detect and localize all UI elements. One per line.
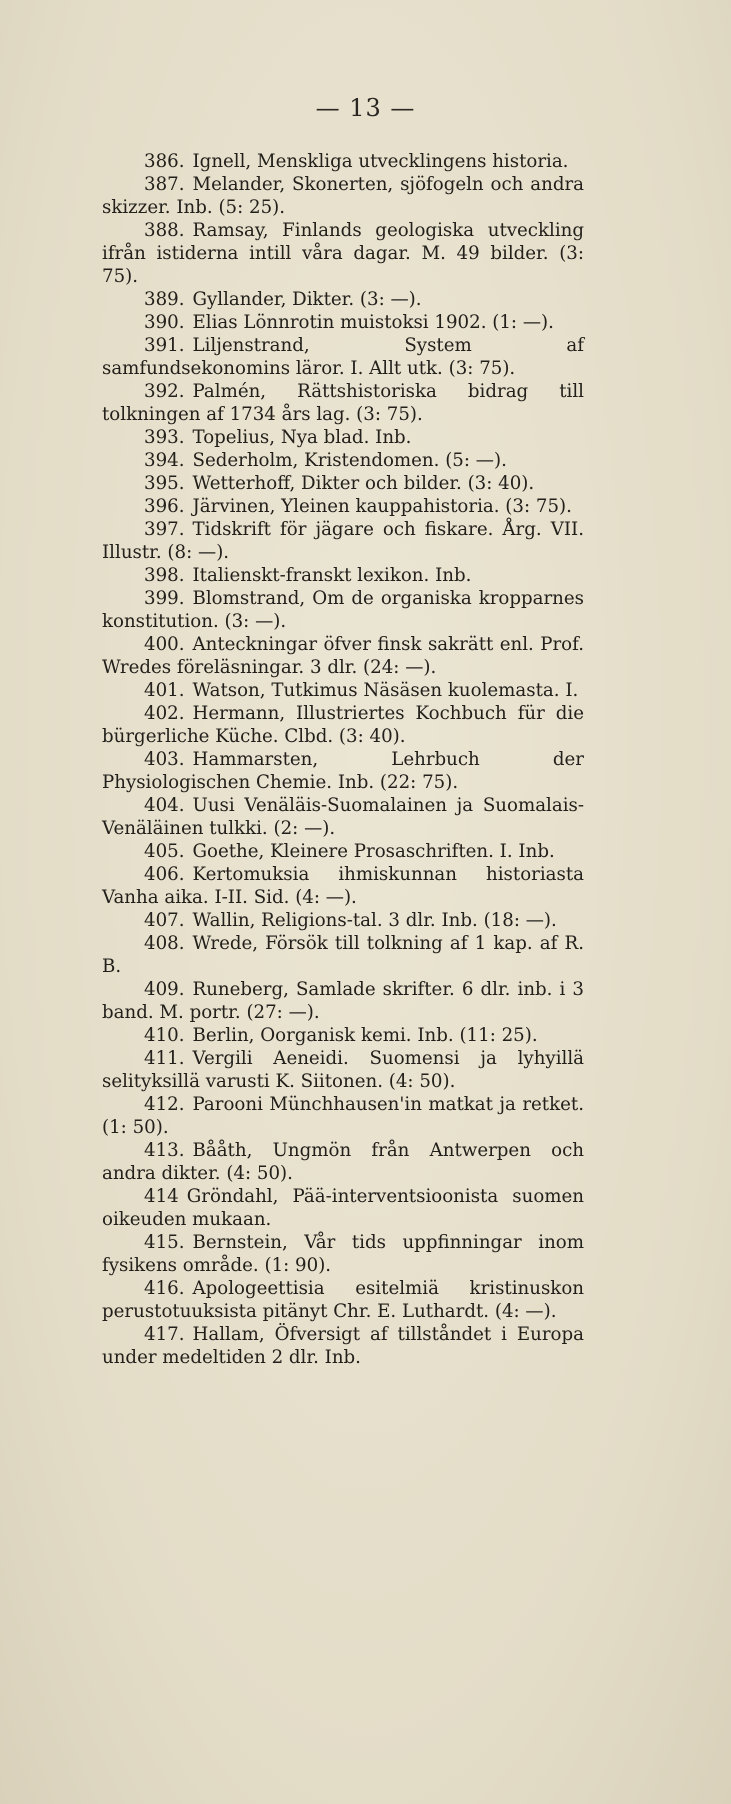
entry-text: Elias Lönnrotin muistoksi 1902. (1: —). — [192, 312, 554, 333]
entry-text: Parooni Münchhausen'in matkat ja retket. (1: 50). — [102, 1094, 584, 1138]
catalog-entry — [102, 702, 584, 748]
entry-text: Bernstein, Vår tids uppfinningar inom fysikens område. (1: 90). — [102, 1232, 584, 1276]
catalog-entry — [102, 518, 584, 564]
entry-text: Palmén, Rättshistoriska bidrag till tolkningen af 1734 års lag. (3: 75). — [102, 381, 584, 425]
entry-text: Wrede, Försök till tolkning af 1 kap. af R. B. — [102, 933, 584, 977]
catalog-entry — [102, 679, 584, 702]
entry-text: Gröndahl, Pää-interventsioonista suomen oikeuden mukaan. — [102, 1186, 584, 1230]
catalog-entry — [102, 863, 584, 909]
catalog-entry — [102, 1047, 584, 1093]
catalog-entry — [102, 587, 584, 633]
catalog-entry — [102, 288, 584, 311]
entry-number: 395. — [144, 473, 185, 494]
entry-number: 393. — [144, 427, 185, 448]
entry-number: 390. — [144, 312, 185, 333]
catalog-entry — [102, 1323, 584, 1369]
entry-text: Kertomuksia ihmiskunnan historiasta Vanha aika. I-II. Sid. (4: —). — [102, 864, 584, 908]
entry-number: 417. — [144, 1324, 185, 1345]
entry-number: 405. — [144, 841, 185, 862]
entry-text: Järvinen, Yleinen kauppahistoria. (3: 75). — [192, 496, 572, 517]
entry-text: Runeberg, Samlade skrifter. 6 dlr. inb. i 3 band. M. portr. (27: —). — [102, 979, 584, 1023]
entry-number: 403. — [144, 749, 185, 770]
entry-text: Italienskt-franskt lexikon. Inb. — [192, 565, 472, 586]
entry-text: Anteckningar öfver finsk sakrätt enl. Prof. Wredes föreläsningar. 3 dlr. (24: —). — [102, 634, 584, 678]
entry-number: 389. — [144, 289, 185, 310]
entry-text: Bååth, Ungmön från Antwerpen och andra dikter. (4: 50). — [102, 1140, 584, 1184]
entry-text: Hallam, Öfversigt af tillståndet i Europa under medeltiden 2 dlr. Inb. — [102, 1324, 584, 1368]
entry-text: Gyllander, Dikter. (3: —). — [192, 289, 422, 310]
catalog-entries — [102, 150, 584, 1369]
entry-number: 407. — [144, 910, 185, 931]
entry-text: Watson, Tutkimus Näsäsen kuolemasta. I. — [192, 680, 579, 701]
catalog-entry — [102, 472, 584, 495]
catalog-entry — [102, 1231, 584, 1277]
entry-number: 416. — [144, 1278, 185, 1299]
catalog-entry — [102, 426, 584, 449]
entry-text: Sederholm, Kristendomen. (5: —). — [192, 450, 507, 471]
catalog-entry — [102, 978, 584, 1024]
entry-number: 399. — [144, 588, 185, 609]
catalog-entry — [102, 564, 584, 587]
entry-number: 392. — [144, 381, 185, 402]
entry-text: Uusi Venäläis-Suomalainen ja Suomalais-Venäläinen tulkki. (2: —). — [102, 795, 584, 839]
catalog-entry — [102, 219, 584, 288]
entry-text: Wetterhoff, Dikter och bilder. (3: 40). — [192, 473, 535, 494]
entry-text: Berlin, Oorganisk kemi. Inb. (11: 25). — [192, 1025, 538, 1046]
entry-text: Goethe, Kleinere Prosaschriften. I. Inb. — [192, 841, 555, 862]
catalog-entry — [102, 909, 584, 932]
entry-text: Hermann, Illustriertes Kochbuch für die bürgerliche Küche. Clbd. (3: 40). — [102, 703, 584, 747]
entry-number: 394. — [144, 450, 185, 471]
catalog-entry — [102, 1185, 584, 1231]
entry-text: Ignell, Menskliga utvecklingens historia. — [192, 151, 569, 172]
entry-text: Topelius, Nya blad. Inb. — [192, 427, 412, 448]
catalog-entry — [102, 1093, 584, 1139]
entry-number: 408. — [144, 933, 185, 954]
catalog-entry — [102, 150, 584, 173]
entry-number: 406. — [144, 864, 185, 885]
entry-text: Tidskrift för jägare och fiskare. Årg. VII. Illustr. (8: —). — [102, 519, 584, 563]
entry-text: Liljenstrand, System af samfundsekonomins läror. I. Allt utk. (3: 75). — [102, 335, 584, 379]
catalog-entry — [102, 748, 584, 794]
catalog-entry — [102, 932, 584, 978]
catalog-entry — [102, 840, 584, 863]
entry-text: Blomstrand, Om de organiska kropparnes konstitution. (3: —). — [102, 588, 584, 632]
catalog-entry — [102, 1277, 584, 1323]
entry-number: 401. — [144, 680, 185, 701]
entry-number: 415. — [144, 1232, 185, 1253]
page-number: — 13 — — [315, 94, 416, 122]
entry-number: 402. — [144, 703, 185, 724]
entry-number: 412. — [144, 1094, 185, 1115]
entry-number: 386. — [144, 151, 185, 172]
entry-number: 413. — [144, 1140, 185, 1161]
entry-number: 391. — [144, 335, 185, 356]
entry-number: 397. — [144, 519, 185, 540]
entry-text: Apologeettisia esitelmiä kristinuskon perustotuuksista pitänyt Chr. E. Luthardt. (4: —). — [102, 1278, 584, 1322]
catalog-entry — [102, 334, 584, 380]
catalog-entry — [102, 794, 584, 840]
catalog-entry — [102, 633, 584, 679]
entry-text: Vergili Aeneidi. Suomensi ja lyhyillä selityksillä varusti K. Siitonen. (4: 50). — [102, 1048, 584, 1092]
catalog-entry — [102, 449, 584, 472]
entry-text: Melander, Skonerten, sjöfogeln och andra skizzer. Inb. (5: 25). — [102, 174, 584, 218]
entry-number: 414 — [144, 1186, 179, 1207]
catalog-entry — [102, 380, 584, 426]
catalog-entry — [102, 173, 584, 219]
catalog-entry — [102, 1139, 584, 1185]
catalog-entry — [102, 1024, 584, 1047]
entry-number: 409. — [144, 979, 185, 1000]
entry-number: 404. — [144, 795, 185, 816]
entry-text: Hammarsten, Lehrbuch der Physiologischen Chemie. Inb. (22: 75). — [102, 749, 584, 793]
entry-text: Wallin, Religions-tal. 3 dlr. Inb. (18: —). — [192, 910, 557, 931]
entry-number: 398. — [144, 565, 185, 586]
entry-number: 411. — [144, 1048, 185, 1069]
catalog-entry — [102, 311, 584, 334]
entry-number: 396. — [144, 496, 185, 517]
catalog-entry — [102, 495, 584, 518]
entry-text: Ramsay, Finlands geologiska utveckling ifrån istiderna intill våra dagar. M. 49 bilder. (3: 75). — [102, 220, 584, 287]
entry-number: 410. — [144, 1025, 185, 1046]
entry-number: 388. — [144, 220, 185, 241]
entry-number: 387. — [144, 174, 185, 195]
entry-number: 400. — [144, 634, 185, 655]
